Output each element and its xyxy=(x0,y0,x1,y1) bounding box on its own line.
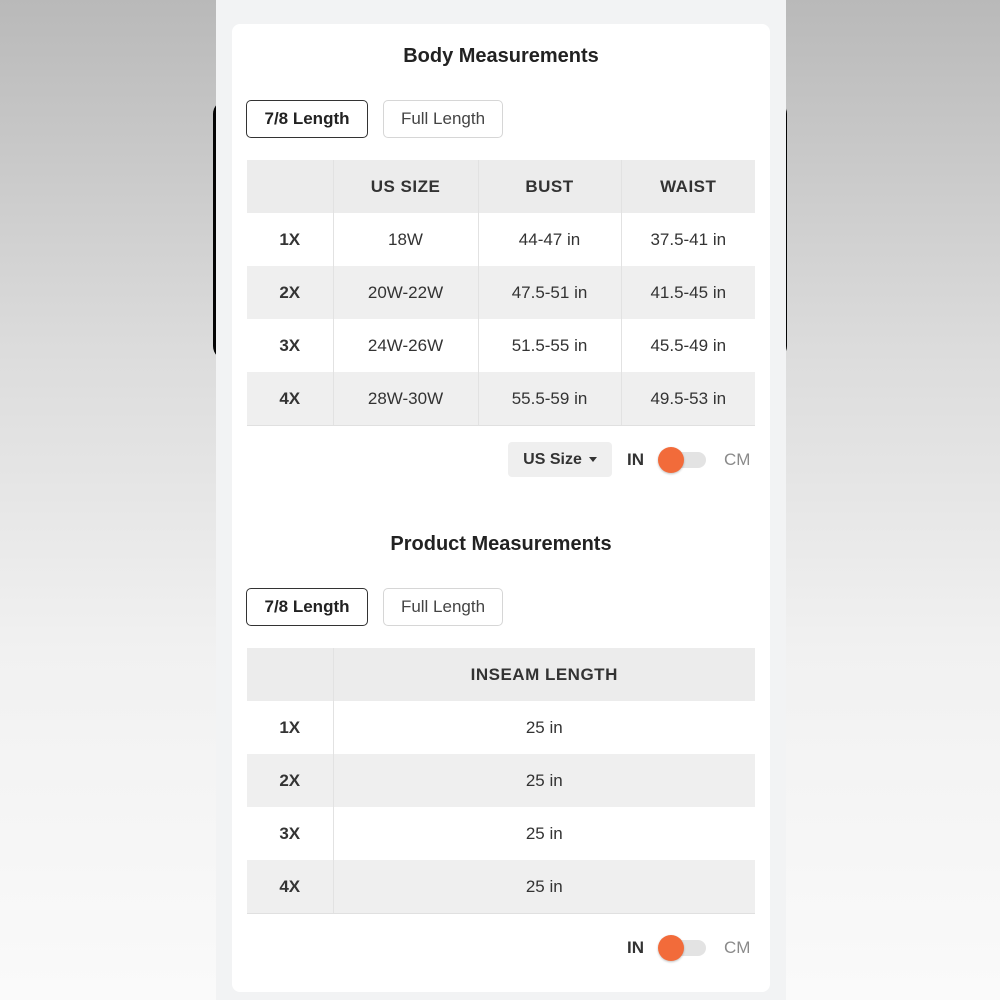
header-bust: BUST xyxy=(478,160,621,213)
size-chart-card xyxy=(232,24,770,992)
body-measurements-title: Body Measurements xyxy=(403,45,599,67)
table-row xyxy=(247,372,755,426)
body-tab-full-length[interactable]: Full Length xyxy=(383,100,503,138)
body-measurements-table xyxy=(247,160,755,426)
product-unit-in-label[interactable]: IN xyxy=(627,938,644,957)
cell-us-size: 24W-26W xyxy=(333,319,478,372)
cell-waist: 45.5-49 in xyxy=(621,319,755,372)
row-size-label: 1X xyxy=(247,213,333,266)
table-row xyxy=(247,860,755,914)
table-row xyxy=(247,807,755,860)
table-header-row xyxy=(247,160,755,213)
product-measurements-title: Product Measurements xyxy=(390,533,612,555)
row-size-label: 2X xyxy=(247,754,333,807)
cell-bust: 51.5-55 in xyxy=(478,319,621,372)
cell-bust: 55.5-59 in xyxy=(478,372,621,426)
cell-waist: 41.5-45 in xyxy=(621,266,755,319)
body-tab-7-8-length[interactable]: 7/8 Length xyxy=(246,100,368,138)
table-row xyxy=(247,266,755,319)
toggle-knob[interactable] xyxy=(658,447,684,473)
size-system-select[interactable] xyxy=(508,442,612,477)
cell-bust: 44-47 in xyxy=(478,213,621,266)
product-unit-cm-label[interactable]: CM xyxy=(724,938,751,957)
row-size-label: 3X xyxy=(247,807,333,860)
header-size-blank xyxy=(247,648,333,701)
table-row xyxy=(247,754,755,807)
size-system-select-value: US Size xyxy=(523,450,582,468)
row-size-label: 1X xyxy=(247,701,333,754)
cell-waist: 49.5-53 in xyxy=(621,372,755,426)
cell-us-size: 20W-22W xyxy=(333,266,478,319)
cell-us-size: 28W-30W xyxy=(333,372,478,426)
product-tab-full-length[interactable]: Full Length xyxy=(383,588,503,626)
product-unit-toggle[interactable] xyxy=(668,940,706,956)
cell-inseam: 25 in xyxy=(333,807,755,860)
row-size-label: 4X xyxy=(247,860,333,914)
body-unit-cm-label[interactable]: CM xyxy=(724,450,751,469)
row-size-label: 4X xyxy=(247,372,333,426)
cell-inseam: 25 in xyxy=(333,860,755,914)
caret-down-icon xyxy=(589,457,597,462)
cell-bust: 47.5-51 in xyxy=(478,266,621,319)
body-unit-in-label[interactable]: IN xyxy=(627,450,644,469)
body-unit-toggle[interactable] xyxy=(668,452,706,468)
table-header-row xyxy=(247,648,755,701)
header-waist: WAIST xyxy=(621,160,755,213)
cell-inseam: 25 in xyxy=(333,754,755,807)
table-row xyxy=(247,213,755,266)
cell-us-size: 18W xyxy=(333,213,478,266)
header-us-size: US SIZE xyxy=(333,160,478,213)
row-size-label: 3X xyxy=(247,319,333,372)
table-row xyxy=(247,701,755,754)
cell-inseam: 25 in xyxy=(333,701,755,754)
row-size-label: 2X xyxy=(247,266,333,319)
header-size-blank xyxy=(247,160,333,213)
product-tab-7-8-length[interactable]: 7/8 Length xyxy=(246,588,368,626)
header-inseam-length: INSEAM LENGTH xyxy=(333,648,755,701)
cell-waist: 37.5-41 in xyxy=(621,213,755,266)
table-row xyxy=(247,319,755,372)
toggle-knob[interactable] xyxy=(658,935,684,961)
product-measurements-table xyxy=(247,648,755,914)
